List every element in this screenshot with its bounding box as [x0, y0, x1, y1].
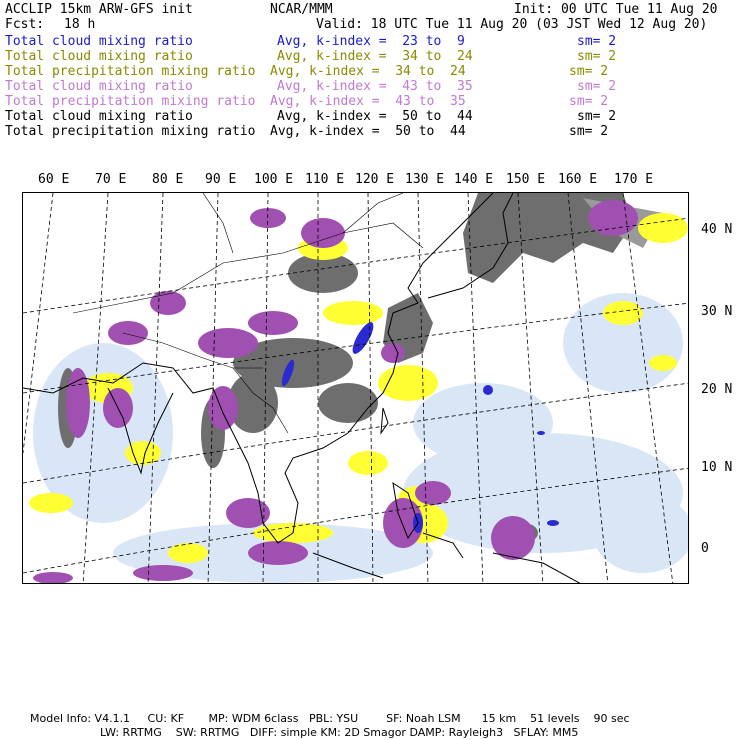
lat-label: 10 N — [701, 460, 733, 475]
model-title: ACCLIP 15km ARW-GFS init — [5, 2, 193, 17]
forecast-label: Fcst: — [5, 17, 45, 32]
model-info-line2: LW: RRTMG SW: RRTMG DIFF: simple KM: 2D Smagor DAMP: Rayleigh3 SFLAY: MM5 — [100, 726, 579, 739]
map-canvas — [23, 193, 689, 584]
lat-label: 40 N — [701, 222, 733, 237]
lon-label: 70 E — [95, 172, 127, 187]
legend-field: Total precipitation mixing ratio — [5, 94, 256, 109]
valid-time: Valid: 18 UTC Tue 11 Aug 20 (03 JST Wed 12 Aug 20) — [316, 17, 708, 32]
lon-label: 90 E — [205, 172, 237, 187]
lon-label: 140 E — [454, 172, 494, 187]
lon-label: 80 E — [152, 172, 184, 187]
lon-label: 160 E — [558, 172, 598, 187]
map-panel — [22, 192, 689, 584]
lon-label: 150 E — [506, 172, 546, 187]
legend-field: Total cloud mixing ratio — [5, 34, 193, 49]
legend-field: Total cloud mixing ratio — [5, 79, 193, 94]
legend-sm: sm= 2 — [577, 109, 617, 124]
legend-sm: sm= 2 — [569, 124, 609, 139]
legend-avg: Avg, k-index = 50 to 44 — [270, 124, 466, 139]
legend-avg: Avg, k-index = 50 to 44 — [277, 109, 473, 124]
lon-label: 110 E — [305, 172, 345, 187]
legend-avg: Avg, k-index = 34 to 24 — [277, 49, 473, 64]
legend-sm: sm= 2 — [577, 34, 617, 49]
legend-field: Total precipitation mixing ratio — [5, 124, 256, 139]
legend-field: Total cloud mixing ratio — [5, 49, 193, 64]
lon-label: 170 E — [614, 172, 654, 187]
lon-label: 60 E — [38, 172, 70, 187]
lat-label: 30 N — [701, 304, 733, 319]
lat-label: 20 N — [701, 382, 733, 397]
lon-label: 120 E — [355, 172, 395, 187]
legend-field: Total precipitation mixing ratio — [5, 64, 256, 79]
legend-sm: sm= 2 — [577, 49, 617, 64]
legend-sm: sm= 2 — [577, 79, 617, 94]
legend-avg: Avg, k-index = 23 to 9 — [277, 34, 465, 49]
lon-label: 130 E — [405, 172, 445, 187]
legend-avg: Avg, k-index = 43 to 35 — [270, 94, 466, 109]
legend-field: Total cloud mixing ratio — [5, 109, 193, 124]
lon-label: 100 E — [254, 172, 294, 187]
legend-avg: Avg, k-index = 43 to 35 — [277, 79, 473, 94]
legend-sm: sm= 2 — [569, 64, 609, 79]
model-info-line1: Model Info: V4.1.1 CU: KF MP: WDM 6class PBL: YSU SF: Noah LSM 15 km 51 levels 90 sec — [30, 712, 630, 725]
legend-avg: Avg, k-index = 34 to 24 — [270, 64, 466, 79]
lat-label: 0 — [701, 541, 709, 556]
init-time: Init: 00 UTC Tue 11 Aug 20 — [514, 2, 718, 17]
forecast-hour: 18 h — [64, 17, 96, 32]
legend-sm: sm= 2 — [569, 94, 609, 109]
org-label: NCAR/MMM — [270, 2, 333, 17]
